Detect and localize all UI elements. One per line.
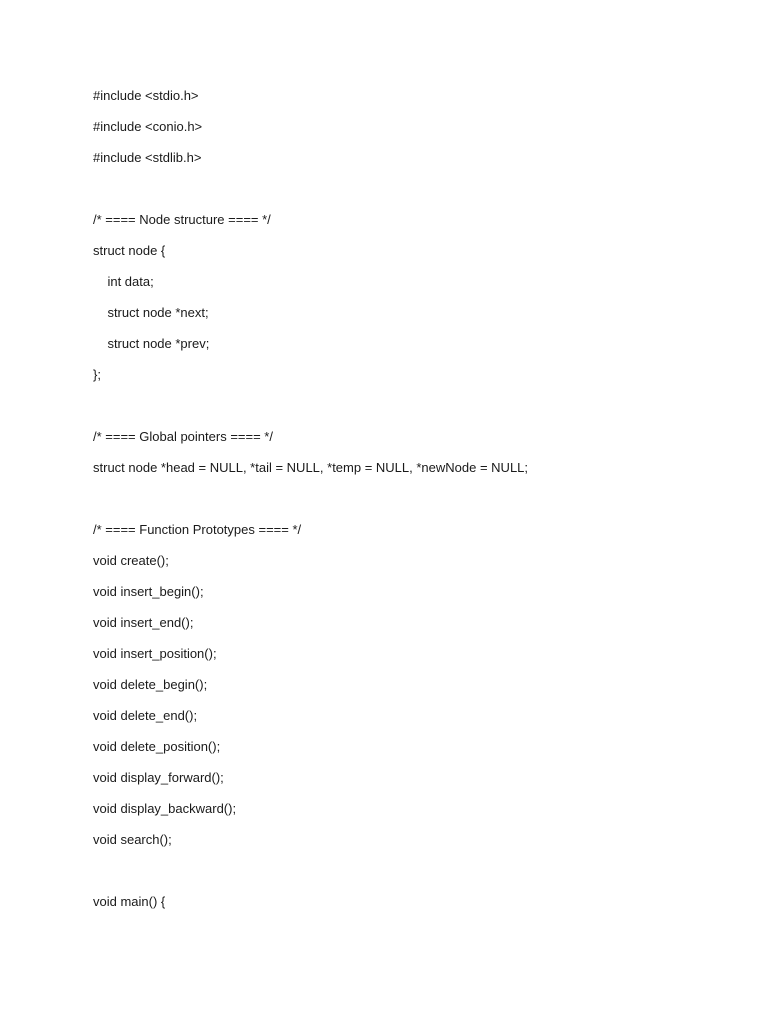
code-line-proto-insert-end: void insert_end(); bbox=[93, 615, 194, 630]
code-line-blank bbox=[93, 396, 528, 427]
code-line-proto-create: void create(); bbox=[93, 553, 169, 568]
code-line-field-data: int data; bbox=[93, 274, 154, 289]
code-comment-function-prototypes: /* ==== Function Prototypes ==== */ bbox=[93, 522, 302, 537]
code-line-field-prev: struct node *prev; bbox=[93, 336, 210, 351]
code-line-proto-delete-begin: void delete_begin(); bbox=[93, 677, 208, 692]
code-line-field-next: struct node *next; bbox=[93, 305, 209, 320]
code-line-proto-delete-end: void delete_end(); bbox=[93, 708, 198, 723]
code-line-proto-display-backward: void display_backward(); bbox=[93, 801, 237, 816]
code-line-proto-display-forward: void display_forward(); bbox=[93, 770, 224, 785]
code-line-blank bbox=[93, 861, 528, 892]
code-line-proto-delete-position: void delete_position(); bbox=[93, 739, 221, 754]
code-line-global-pointers: struct node *head = NULL, *tail = NULL, *temp = NULL, *newNode = NULL; bbox=[93, 460, 529, 475]
code-block bbox=[93, 86, 528, 923]
code-line-struct-node-close: }; bbox=[93, 367, 101, 382]
code-line-blank bbox=[93, 179, 528, 210]
code-line-proto-search: void search(); bbox=[93, 832, 172, 847]
code-line-blank bbox=[93, 489, 528, 520]
code-line-include-stdio: #include <stdio.h> bbox=[93, 88, 199, 103]
code-line-proto-insert-position: void insert_position(); bbox=[93, 646, 217, 661]
code-line-include-conio: #include <conio.h> bbox=[93, 119, 203, 134]
code-comment-node-structure: /* ==== Node structure ==== */ bbox=[93, 212, 271, 227]
code-line-proto-insert-begin: void insert_begin(); bbox=[93, 584, 204, 599]
code-line-struct-node-open: struct node { bbox=[93, 243, 166, 258]
code-line-include-stdlib: #include <stdlib.h> bbox=[93, 150, 202, 165]
code-line-main-open: void main() { bbox=[93, 894, 166, 909]
code-comment-global-pointers: /* ==== Global pointers ==== */ bbox=[93, 429, 273, 444]
